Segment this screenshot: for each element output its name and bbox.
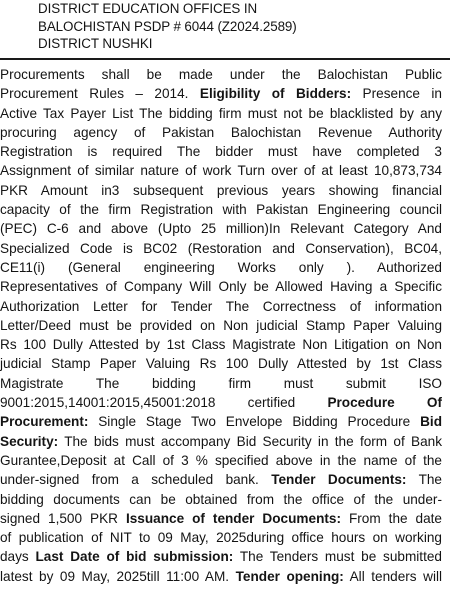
body-line (0, 84, 442, 103)
body-text: Rs 100 Dully Attested by 1st Class Magistrate Non Litigation on Non (0, 337, 442, 353)
section-heading: Tender Documents: (271, 472, 407, 488)
body-line (0, 104, 442, 123)
body-text: CE11(i) (General engineering Works only ). Authorized (0, 259, 442, 275)
body-line (0, 65, 442, 84)
body-line (0, 123, 442, 142)
body-text: 9001:2015,14001:2015,45001:2018 certified (0, 395, 328, 411)
body-text: Active Tax Payer List The bidding firm must not be blacklisted by any (0, 105, 442, 121)
body-line (0, 567, 442, 586)
body-text: latest by 09 May, 2025till 11:00 AM. (0, 568, 236, 584)
body-text: (PEC) C-6 and above (Upto 25 million)In Relevant Category And (0, 221, 442, 237)
body-text: Assignment of similar nature of work Turn over of at least 10,873,734 (0, 163, 442, 179)
body-line (0, 277, 442, 296)
body-text: Procurements shall be made under the Balochistan Public (0, 67, 442, 82)
section-heading: Bid (420, 414, 442, 430)
body-text: capacity of the firm Registration with Pakistan Engineering council (0, 202, 442, 218)
body-line (0, 335, 442, 354)
notice-header (38, 0, 438, 53)
body-text: of publication of NIT to 09 May, 2025during office hours on working (0, 530, 442, 546)
body-text: Representatives of Company Will Only be Allowed Having a Specific (0, 279, 442, 295)
body-line (0, 451, 442, 470)
body-text: Single Stage Two Envelope Bidding Procedure (88, 414, 421, 430)
body-line (0, 528, 442, 547)
section-heading: Eligibility of Bidders: (199, 86, 352, 102)
header-divider (0, 58, 450, 60)
body-text: The Tenders must be submitted (233, 549, 442, 565)
section-heading: Procedure Of (327, 395, 442, 411)
body-line (0, 142, 442, 161)
body-text: Letter/Deed must be provided on Non judicial Stamp Paper Valuing (0, 317, 442, 333)
header-line-3: DISTRICT NUSHKI (38, 36, 153, 51)
section-heading: Procurement: (0, 414, 89, 430)
body-text: Magistrate The bidding firm must submit ISO (0, 375, 442, 391)
body-line (0, 547, 442, 566)
body-line (0, 432, 442, 451)
body-text: The bids must accompany Bid Security in the form of Bank (58, 433, 442, 449)
body-text: The (406, 472, 442, 488)
body-line (0, 297, 442, 316)
body-text: Specialized Code is BC02 (Restoration and Conservation), BC04, (0, 240, 442, 256)
body-line (0, 316, 442, 335)
body-line (0, 258, 442, 277)
header-line-1: DISTRICT EDUCATION OFFICES IN (38, 1, 258, 16)
section-heading: Issuance of tender Documents: (125, 510, 341, 526)
body-text: Presence in (351, 86, 442, 102)
body-line (0, 509, 442, 528)
section-heading: Security: (0, 433, 59, 449)
body-line (0, 239, 442, 258)
body-line (0, 393, 442, 412)
body-text: Authorization Letter for Tender The Correctness of information (0, 298, 442, 314)
body-line (0, 354, 442, 373)
body-text: Procurement Rules – 2014. (0, 86, 200, 102)
body-text: judicial Stamp Paper Valuing Rs 100 Dully Attested by 1st Class (0, 356, 442, 372)
section-heading: Tender opening: (235, 568, 344, 584)
body-line (0, 412, 442, 431)
body-line (0, 200, 442, 219)
section-heading: Last Date of bid submission: (35, 549, 234, 565)
body-text: signed 1,500 PKR (0, 510, 126, 526)
body-text: From the date (341, 510, 442, 526)
body-text: All tenders will (343, 568, 442, 584)
body-text: bidding documents can be obtained from the office of the under- (0, 491, 442, 507)
body-text: Gurantee,Deposit at Call of 3 % specified above in the name of the (0, 452, 442, 468)
notice-body-text (0, 65, 442, 586)
body-text: procuring agency of Pakistan Balochistan Revenue Authority (0, 124, 442, 140)
body-line (0, 181, 442, 200)
body-line (0, 490, 442, 509)
body-text: under-signed from a scheduled bank. (0, 472, 272, 488)
body-line (0, 219, 442, 238)
header-line-2: BALOCHISTAN PSDP # 6044 (Z2024.2589) (38, 18, 297, 34)
body-line (0, 374, 442, 393)
body-text: Registration is required The bidder must have completed 3 (0, 144, 442, 160)
body-line (0, 161, 442, 180)
body-text: days (0, 549, 36, 565)
body-line (0, 470, 442, 489)
body-text: PKR Amount in3 subsequent previous years showing financial (0, 182, 442, 198)
